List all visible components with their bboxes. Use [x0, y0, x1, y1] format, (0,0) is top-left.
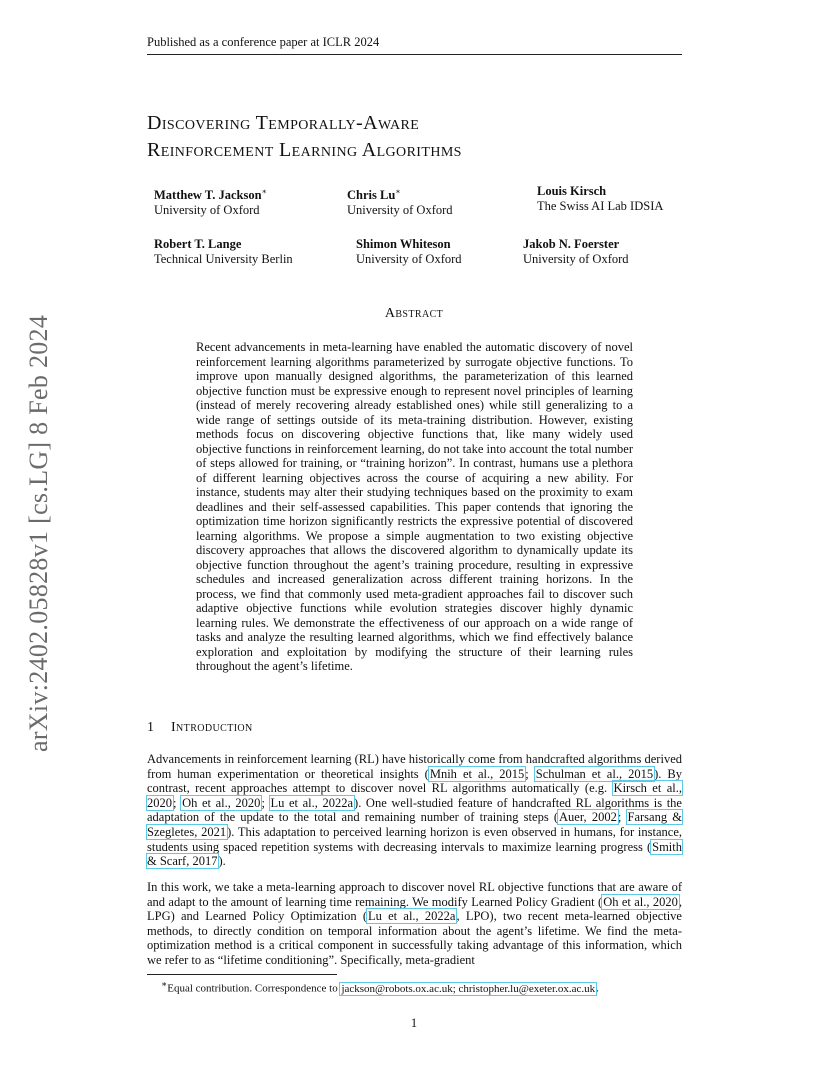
author-name: Robert T. Lange — [154, 237, 242, 251]
running-header: Published as a conference paper at ICLR 2024 — [147, 35, 682, 55]
equal-contribution-mark: ∗ — [261, 187, 267, 196]
footnote-text: Equal contribution. Correspondence to — [167, 982, 341, 995]
footnote-rule — [147, 974, 337, 975]
text-run: ; — [261, 795, 270, 810]
text-run: ). This adaptation to perceived learning horizon is even observed in humans, for instance, students using spaced repetition systems with decreasing intervals to maximize learning progress ( — [147, 824, 682, 854]
footnote-end: . — [596, 982, 599, 995]
arxiv-identifier: arXiv:2402.05828v1 [cs.LG] 8 Feb 2024 — [24, 314, 53, 752]
citation-link[interactable]: Oh et al., 2020 — [603, 894, 678, 909]
author-affiliation: University of Oxford — [347, 203, 453, 218]
text-run: ; — [617, 810, 627, 825]
citation-link[interactable]: Auer, 2002 — [559, 810, 617, 825]
intro-paragraph-2 — [147, 880, 682, 968]
equal-contribution-mark: ∗ — [395, 187, 401, 196]
text-run: , LPG) and Learned Policy Optimization ( — [147, 894, 682, 924]
section-heading — [147, 720, 253, 736]
author-affiliation: University of Oxford — [356, 252, 462, 266]
text-run: ; — [173, 795, 182, 810]
section-number: 1 — [147, 720, 155, 735]
author-block — [537, 184, 663, 214]
citation-link[interactable]: Oh et al., 2020 — [182, 795, 261, 810]
footnote-mark: ∗ — [161, 979, 168, 989]
author-name: Jakob N. Foerster — [523, 237, 620, 251]
author-block — [154, 237, 293, 267]
citation-link[interactable]: Schulman et al., 2015 — [535, 766, 654, 781]
intro-paragraph-1 — [147, 752, 682, 869]
author-name: Chris Lu — [347, 188, 396, 203]
author-block — [356, 237, 462, 267]
author-block — [154, 184, 267, 218]
text-run: In this work, we take a meta-learning approach to discover novel RL objective functions that are aware of and adapt to the amount of learning time remaining. We modify Learned Policy Gradient ( — [147, 880, 682, 909]
author-affiliation: Technical University Berlin — [154, 252, 293, 266]
abstract-text: Recent advancements in meta-learning have enabled the automatic discovery of novel reinforcement learning algorithms parameterized by surrogate objective functions. To improve upon manually designed algorithms, the parameterization of this learned objective function must be expressive enough to represent novel principles of learning (instead of merely recovering already established ones) while still generalizing to a wide range of settings outside of its meta-training distribution. However, existing methods focus on discovering objective functions that, like many widely used objective functions in reinforcement learning, do not take into account the total number of steps allowed for training, or “training horizon”. In contrast, humans use a plethora of different learning objectives across the course of acquiring a new ability. For instance, students may alter their studying techniques based on the proximity to exam deadlines and their self-assessed capabilities. This paper contends that ignoring the optimization time horizon significantly restricts the expressive potential of discovered learning algorithms. We propose a simple augmentation to two existing objective discovery approaches that allows the discovered algorithm to dynamically update its objective function throughout the agent’s training procedure, resulting in expressive schedules and increased generalization across different training horizons. In the process, we find that commonly used meta-gradient approaches fail to discover such adaptive objective functions while evolution strategies discover highly dynamic learning rules. We demonstrate the effectiveness of our approach on a wide range of tasks and analyze the resulting learned algorithms, which we find effectively balance exploration and exploitation by modifying the structure of their learning rules throughout the agent’s lifetime. — [196, 340, 634, 673]
abstract-heading: Abstract — [384, 306, 444, 321]
section-title: Introduction — [171, 720, 253, 735]
footnote — [147, 978, 682, 996]
author-affiliation: The Swiss AI Lab IDSIA — [537, 199, 664, 213]
author-affiliation: University of Oxford — [523, 252, 629, 266]
correspondence-email-link[interactable]: jackson@robots.ox.ac.uk; christopher.lu@exeter.ox.ac.uk — [341, 982, 596, 995]
text-run: ). By contrast, recent approaches attempt to discover novel RL algorithms automatically (e.g. — [147, 766, 682, 796]
citation-link[interactable]: Smith & Scarf, 2017 — [147, 839, 682, 869]
citation-link[interactable]: Mnih et al., 2015 — [429, 766, 525, 781]
author-name: Matthew T. Jackson — [154, 188, 262, 203]
author-name: Louis Kirsch — [537, 184, 607, 198]
page-number: 1 — [410, 1016, 418, 1030]
citation-link[interactable]: Kirsch et al., 2020 — [147, 781, 682, 810]
text-run: , LPO), two recent meta-learned objective methods, to directly condition on temporal information about the agent’s lifetime. We find the meta-optimization method is a critical component in successfully taking advantage of this information, which we refer to as “lifetime conditioning”. Specifically, meta-gradient — [147, 909, 682, 967]
author-affiliation: University of Oxford — [154, 203, 260, 218]
text-run: Advancements in reinforcement learning (RL) have historically come from handcrafted algorithms derived from human experimentation or theoretical insights ( — [147, 752, 682, 781]
text-run: ; — [525, 766, 535, 781]
text-run: ). One well-studied feature of handcrafted RL algorithms is the adaptation of the update to the total and remaining number of training steps ( — [147, 795, 682, 825]
citation-link[interactable]: Lu et al., 2022a — [270, 795, 354, 810]
author-block — [347, 184, 453, 218]
title-line-1: Discovering Temporally-Aware — [147, 112, 420, 134]
paper-title — [147, 110, 707, 164]
citation-link[interactable]: Farsang & Szegletes, 2021 — [147, 810, 682, 839]
author-name: Shimon Whiteson — [356, 237, 451, 251]
author-block — [523, 237, 629, 267]
title-line-2: Reinforcement Learning Algorithms — [147, 139, 462, 161]
text-run: ). — [218, 854, 226, 869]
citation-link[interactable]: Lu et al., 2022a — [368, 909, 456, 924]
